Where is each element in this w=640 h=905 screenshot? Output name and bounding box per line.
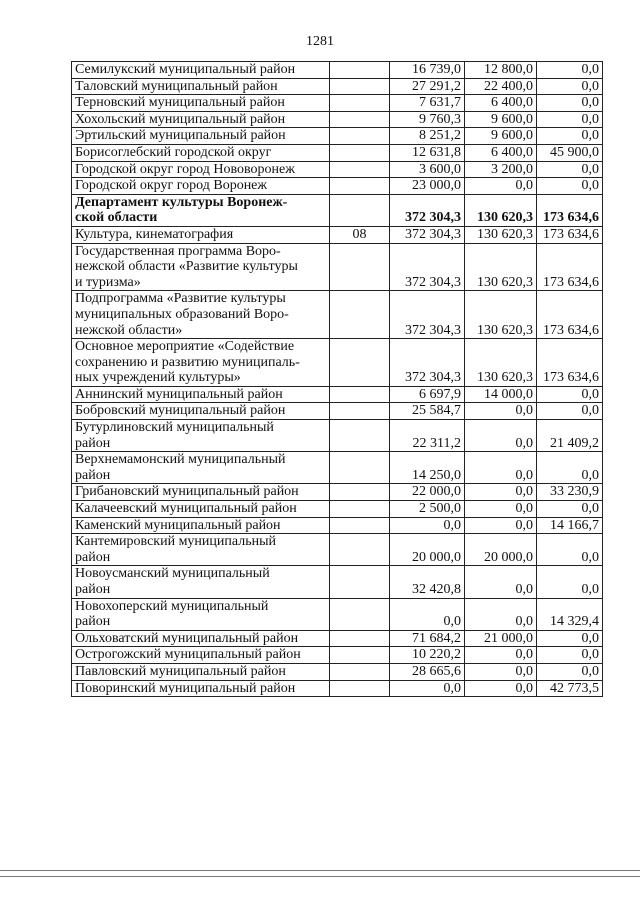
row-value-1: 3 600,0 bbox=[390, 161, 465, 178]
table-row bbox=[72, 243, 603, 291]
row-name: Острогожский муниципальный район bbox=[72, 647, 330, 664]
row-value-1: 16 739,0 bbox=[390, 62, 465, 79]
row-code bbox=[330, 386, 390, 403]
table-row bbox=[72, 386, 603, 403]
row-value-2: 130 620,3 bbox=[465, 339, 537, 387]
row-name: Верхнемамонский муниципальный район bbox=[72, 452, 330, 484]
row-value-3: 42 773,5 bbox=[537, 680, 603, 697]
row-value-1: 71 684,2 bbox=[390, 630, 465, 647]
row-name: Городской округ город Воронеж bbox=[72, 178, 330, 195]
table-row bbox=[72, 680, 603, 697]
row-value-2: 0,0 bbox=[465, 680, 537, 697]
row-value-2: 21 000,0 bbox=[465, 630, 537, 647]
row-value-2: 3 200,0 bbox=[465, 161, 537, 178]
row-name: Грибановский муниципальный район bbox=[72, 484, 330, 501]
row-value-3: 173 634,6 bbox=[537, 226, 603, 243]
row-value-1: 23 000,0 bbox=[390, 178, 465, 195]
row-name: Государственная программа Воро- нежской области «Развитие культуры и туризма» bbox=[72, 243, 330, 291]
row-value-1: 372 304,3 bbox=[390, 339, 465, 387]
row-value-1: 22 000,0 bbox=[390, 484, 465, 501]
footer-rule bbox=[0, 870, 640, 871]
budget-table-body bbox=[72, 62, 603, 697]
row-value-2: 0,0 bbox=[465, 484, 537, 501]
row-value-1: 20 000,0 bbox=[390, 534, 465, 566]
row-code bbox=[330, 534, 390, 566]
row-value-2: 0,0 bbox=[465, 501, 537, 518]
row-value-2: 130 620,3 bbox=[465, 194, 537, 226]
row-value-3: 14 329,4 bbox=[537, 598, 603, 630]
row-name: Бобровский муниципальный район bbox=[72, 403, 330, 420]
row-code bbox=[330, 484, 390, 501]
table-row bbox=[72, 663, 603, 680]
row-value-3: 0,0 bbox=[537, 647, 603, 664]
row-value-3: 45 900,0 bbox=[537, 144, 603, 161]
table-row bbox=[72, 161, 603, 178]
row-value-3: 0,0 bbox=[537, 386, 603, 403]
row-value-1: 2 500,0 bbox=[390, 501, 465, 518]
row-value-1: 25 584,7 bbox=[390, 403, 465, 420]
row-value-1: 372 304,3 bbox=[390, 194, 465, 226]
row-value-3: 0,0 bbox=[537, 161, 603, 178]
row-code bbox=[330, 630, 390, 647]
row-value-2: 0,0 bbox=[465, 566, 537, 598]
row-code bbox=[330, 78, 390, 95]
table-row bbox=[72, 128, 603, 145]
row-name: Основное мероприятие «Содействие сохранению и развитию муниципаль- ных учреждений культуры» bbox=[72, 339, 330, 387]
row-name: Терновский муниципальный район bbox=[72, 95, 330, 112]
row-value-2: 0,0 bbox=[465, 452, 537, 484]
row-value-3: 0,0 bbox=[537, 501, 603, 518]
row-value-3: 173 634,6 bbox=[537, 194, 603, 226]
row-name: Департамент культуры Воронеж- ской области bbox=[72, 194, 330, 226]
row-value-1: 372 304,3 bbox=[390, 291, 465, 339]
row-code bbox=[330, 243, 390, 291]
row-value-3: 0,0 bbox=[537, 452, 603, 484]
row-name: Калачеевский муниципальный район bbox=[72, 501, 330, 518]
row-value-1: 32 420,8 bbox=[390, 566, 465, 598]
row-value-3: 14 166,7 bbox=[537, 517, 603, 534]
row-value-3: 0,0 bbox=[537, 128, 603, 145]
row-code bbox=[330, 680, 390, 697]
table-row bbox=[72, 178, 603, 195]
row-name: Семилукский муниципальный район bbox=[72, 62, 330, 79]
row-code bbox=[330, 403, 390, 420]
table-row bbox=[72, 647, 603, 664]
row-value-2: 6 400,0 bbox=[465, 95, 537, 112]
row-name: Культура, кинематография bbox=[72, 226, 330, 243]
row-value-3: 33 230,9 bbox=[537, 484, 603, 501]
row-name: Борисоглебский городской округ bbox=[72, 144, 330, 161]
row-value-2: 130 620,3 bbox=[465, 226, 537, 243]
row-value-1: 0,0 bbox=[390, 598, 465, 630]
row-value-2: 22 400,0 bbox=[465, 78, 537, 95]
table-row bbox=[72, 144, 603, 161]
table-row bbox=[72, 534, 603, 566]
row-value-1: 12 631,8 bbox=[390, 144, 465, 161]
row-value-3: 173 634,6 bbox=[537, 339, 603, 387]
row-value-2: 12 800,0 bbox=[465, 62, 537, 79]
row-value-2: 130 620,3 bbox=[465, 291, 537, 339]
row-value-1: 8 251,2 bbox=[390, 128, 465, 145]
row-value-1: 372 304,3 bbox=[390, 243, 465, 291]
row-value-1: 14 250,0 bbox=[390, 452, 465, 484]
row-code: 08 bbox=[330, 226, 390, 243]
row-value-3: 0,0 bbox=[537, 62, 603, 79]
row-value-3: 0,0 bbox=[537, 630, 603, 647]
row-value-3: 0,0 bbox=[537, 403, 603, 420]
row-value-2: 0,0 bbox=[465, 598, 537, 630]
row-value-2: 0,0 bbox=[465, 403, 537, 420]
row-value-1: 7 631,7 bbox=[390, 95, 465, 112]
row-value-3: 21 409,2 bbox=[537, 420, 603, 452]
row-value-3: 0,0 bbox=[537, 566, 603, 598]
row-value-2: 9 600,0 bbox=[465, 128, 537, 145]
table-row bbox=[72, 517, 603, 534]
row-code bbox=[330, 194, 390, 226]
row-value-1: 0,0 bbox=[390, 680, 465, 697]
table-row bbox=[72, 339, 603, 387]
row-code bbox=[330, 501, 390, 518]
row-value-1: 10 220,2 bbox=[390, 647, 465, 664]
table-row bbox=[72, 484, 603, 501]
row-name: Хохольский муниципальный район bbox=[72, 111, 330, 128]
table-row bbox=[72, 62, 603, 79]
table-row bbox=[72, 501, 603, 518]
row-code bbox=[330, 161, 390, 178]
row-value-1: 22 311,2 bbox=[390, 420, 465, 452]
table-row bbox=[72, 111, 603, 128]
table-row bbox=[72, 566, 603, 598]
row-code bbox=[330, 598, 390, 630]
row-value-2: 14 000,0 bbox=[465, 386, 537, 403]
table-row bbox=[72, 403, 603, 420]
row-code bbox=[330, 663, 390, 680]
row-value-2: 0,0 bbox=[465, 178, 537, 195]
row-value-3: 0,0 bbox=[537, 663, 603, 680]
row-value-2: 20 000,0 bbox=[465, 534, 537, 566]
row-name: Новоусманский муниципальный район bbox=[72, 566, 330, 598]
row-value-3: 0,0 bbox=[537, 78, 603, 95]
row-value-1: 28 665,6 bbox=[390, 663, 465, 680]
row-value-1: 6 697,9 bbox=[390, 386, 465, 403]
row-value-3: 173 634,6 bbox=[537, 243, 603, 291]
row-code bbox=[330, 291, 390, 339]
row-code bbox=[330, 128, 390, 145]
row-value-2: 9 600,0 bbox=[465, 111, 537, 128]
row-value-1: 372 304,3 bbox=[390, 226, 465, 243]
row-code bbox=[330, 339, 390, 387]
row-value-3: 0,0 bbox=[537, 178, 603, 195]
row-name: Павловский муниципальный район bbox=[72, 663, 330, 680]
row-value-1: 0,0 bbox=[390, 517, 465, 534]
row-value-2: 0,0 bbox=[465, 517, 537, 534]
table-row bbox=[72, 452, 603, 484]
table-row bbox=[72, 630, 603, 647]
row-name: Бутурлиновский муниципальный район bbox=[72, 420, 330, 452]
row-name: Ольховатский муниципальный район bbox=[72, 630, 330, 647]
row-code bbox=[330, 452, 390, 484]
budget-table bbox=[71, 61, 603, 697]
row-name: Таловский муниципальный район bbox=[72, 78, 330, 95]
row-name: Кантемировский муниципальный район bbox=[72, 534, 330, 566]
row-code bbox=[330, 144, 390, 161]
row-value-3: 0,0 bbox=[537, 534, 603, 566]
row-value-3: 0,0 bbox=[537, 111, 603, 128]
row-name: Новохоперский муниципальный район bbox=[72, 598, 330, 630]
row-code bbox=[330, 62, 390, 79]
row-name: Аннинский муниципальный район bbox=[72, 386, 330, 403]
row-name: Эртильский муниципальный район bbox=[72, 128, 330, 145]
table-row bbox=[72, 226, 603, 243]
footer-rule bbox=[0, 876, 640, 877]
table-row bbox=[72, 598, 603, 630]
row-name: Каменский муниципальный район bbox=[72, 517, 330, 534]
row-name: Городской округ город Нововоронеж bbox=[72, 161, 330, 178]
table-row bbox=[72, 78, 603, 95]
table-row bbox=[72, 420, 603, 452]
row-value-2: 130 620,3 bbox=[465, 243, 537, 291]
row-value-3: 173 634,6 bbox=[537, 291, 603, 339]
row-value-2: 0,0 bbox=[465, 420, 537, 452]
row-code bbox=[330, 178, 390, 195]
row-value-1: 27 291,2 bbox=[390, 78, 465, 95]
row-code bbox=[330, 566, 390, 598]
table-row bbox=[72, 95, 603, 112]
row-value-2: 0,0 bbox=[465, 647, 537, 664]
row-code bbox=[330, 517, 390, 534]
row-code bbox=[330, 420, 390, 452]
row-value-2: 0,0 bbox=[465, 663, 537, 680]
row-code bbox=[330, 111, 390, 128]
table-row bbox=[72, 194, 603, 226]
row-name: Подпрограмма «Развитие культуры муниципальных образований Воро- нежской области» bbox=[72, 291, 330, 339]
row-value-1: 9 760,3 bbox=[390, 111, 465, 128]
table-row bbox=[72, 291, 603, 339]
row-code bbox=[330, 647, 390, 664]
row-value-2: 6 400,0 bbox=[465, 144, 537, 161]
row-value-3: 0,0 bbox=[537, 95, 603, 112]
row-name: Поворинский муниципальный район bbox=[72, 680, 330, 697]
page-number: 1281 bbox=[306, 34, 334, 49]
row-code bbox=[330, 95, 390, 112]
